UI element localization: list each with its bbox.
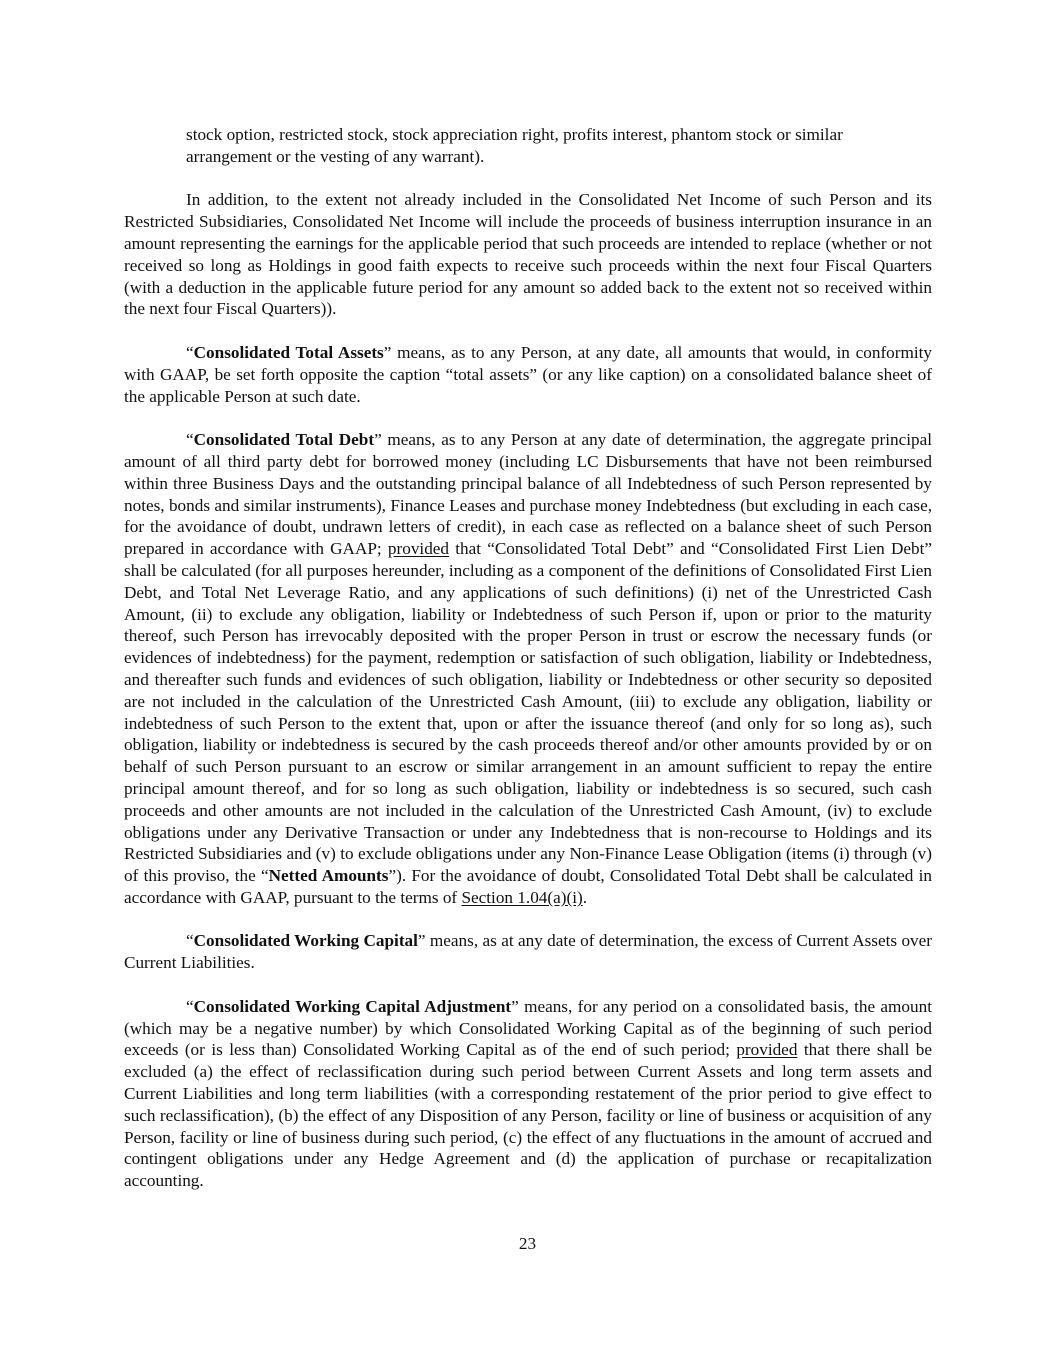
provided-underlined: provided [387,539,450,559]
defined-term: Consolidated Working Capital Adjustment [193,996,512,1016]
document-page [124,124,932,1192]
open-quote: “ [186,931,194,951]
definition-text: that there shall be excluded (a) the effect of reclassification during such period between Current Assets and long term assets and Current Liabilities and long term liabilities (with a corresponding restatement of the prior period to give effect to such reclassification), (b) the effect of any Disposition of any Person, facility or line of business or acquisition of any Person, facility or line of business during such period, (c) the effect of any fluctuations in the amount of accrued and contingent obligations under any Hedge Agreement and (d) the application of purchase or recapitalization accounting. [124,1040,932,1191]
definition-text: that “Consolidated Total Debt” and “Consolidated First Lien Debt” shall be calculated (for all purposes hereunder, including as a component of the definitions of Consolidated First Lien Debt, and Total Net Leverage Ratio, and any applications of such definitions) (i) net of the Unrestricted Cash Amount, (ii) to exclude any obligation, liability or Indebtedness of such Person if, upon or prior to the maturity thereof, such Person has irrevocably deposited with the proper Person in trust or escrow the necessary funds (or evidences of indebtedness) for the payment, redemption or satisfaction of such obligation, liability or Indebtedness, and thereafter such funds and evidences of such obligation, liability or Indebtedness or other security so deposited are not included in the calculation of the Unrestricted Cash Amount, (iii) to exclude any obligation, liability or indebtedness of such Person to the extent that, upon or after the issuance thereof (and only for so long as), such obligation, liability or indebtedness is secured by the cash proceeds thereof and/or other amounts provided by or on behalf of such Person pursuant to an escrow or similar arrangement in an amount sufficient to repay the entire principal amount thereof, and for so long as such obligation, liability or indebtedness is so secured, such cash proceeds and other amounts are not included in the calculation of the Unrestricted Cash Amount, (iv) to exclude obligations under any Derivative Transaction or under any Indebtedness that is non-recourse to Holdings and its Restricted Subsidiaries and (v) to exclude obligations under any Non-Finance Lease Obligation (items (i) through (v) of this proviso, the “ [124,539,932,886]
defined-term: Consolidated Total Debt [193,430,375,450]
defined-term: Consolidated Working Capital [193,931,418,951]
open-quote: “ [186,342,194,362]
definition-consolidated-total-debt [124,429,932,909]
definition-text: ” means, as to any Person at any date of determination, the aggregate principal amount of all third party debt for borrowed money (including LC Disbursements that have not been reimbursed within three Business Days and the outstanding principal balance of all Indebtedness of such Person represented by notes, bonds and similar instruments), Finance Leases and purchase money Indebtedness (but excluding in each case, for the avoidance of doubt, undrawn letters of credit), in each case as reflected on a balance sheet of such Person prepared in accordance with GAAP; [124,430,933,559]
definition-consolidated-working-capital [124,930,932,974]
page-number: 23 [518,1234,537,1253]
paragraph-continuation: stock option, restricted stock, stock appreciation right, profits interest, phantom stock or similar arrangement or the vesting of any warrant). [186,125,843,166]
section-reference: Section 1.04(a)(i) [461,887,583,907]
defined-term-netted-amounts: Netted Amounts [268,866,389,886]
defined-term: Consolidated Total Assets [193,342,384,362]
definition-text: ” means, as at any date of determination, the excess of Current Assets over Current Liabilities. [124,931,932,973]
definition-consolidated-total-assets [124,342,932,407]
provided-underlined: provided [736,1040,798,1060]
open-quote: “ [186,996,194,1016]
definition-text: . [582,887,587,907]
paragraph-business-interruption: In addition, to the extent not already included in the Consolidated Net Income of such Person and its Restricted Subsidiaries, Consolidated Net Income will include the proceeds of business interruption insurance in an amount representing the earnings for the applicable period that such proceeds are intended to replace (whether or not received so long as Holdings in good faith expects to receive such proceeds within the next four Fiscal Quarters (with a deduction in the applicable future period for any amount so added back to the extent not so received within the next four Fiscal Quarters)). [124,190,932,319]
definition-text: ”). For the avoidance of doubt, Consolidated Total Debt shall be calculated in accordance with GAAP, pursuant to the terms of [124,866,932,907]
definition-text: ” means, as to any Person, at any date, all amounts that would, in conformity with GAAP, be set forth opposite the caption “total assets” (or any like caption) on a consolidated balance sheet of the applicable Person at such date. [124,342,932,406]
definition-text: ” means, for any period on a consolidated basis, the amount (which may be a negative number) by which Consolidated Working Capital as of the beginning of such period exceeds (or is less than) Consolidated Working Capital as of the end of such period; [124,996,932,1060]
definition-working-capital-adjustment [124,996,932,1192]
open-quote: “ [186,430,194,450]
